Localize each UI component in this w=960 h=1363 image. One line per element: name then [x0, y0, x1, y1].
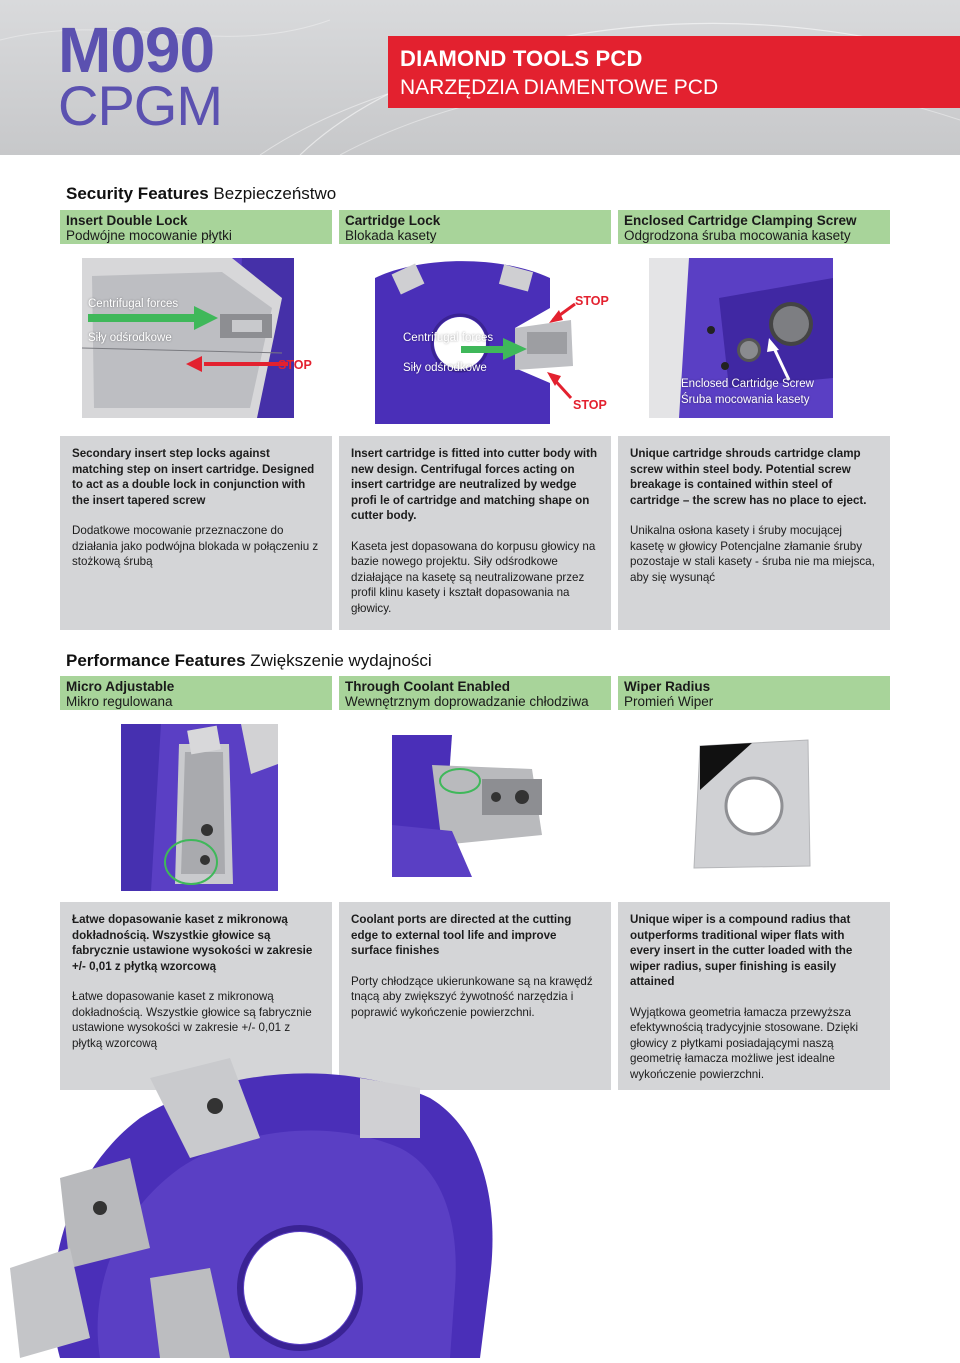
- security-col1-title-pl: Podwójne mocowanie płytki: [66, 228, 232, 243]
- security-section-title: [66, 184, 336, 204]
- security-col2-title-pl: Blokada kasety: [345, 228, 437, 243]
- performance-col2-header: [339, 676, 611, 710]
- performance-col1-title-pl: Mikro regulowana: [66, 694, 173, 709]
- through-coolant-image: [392, 735, 564, 877]
- performance-col3-header: [618, 676, 890, 710]
- performance-col3-description: [618, 902, 890, 1090]
- performance-title-pl: Zwiększenie wydajności: [250, 651, 432, 670]
- stop-label-bottom: STOP: [573, 398, 607, 412]
- centrifugal-forces-label: Centrifugal forces: [88, 298, 179, 310]
- enclosed-screw-label-pl: Śruba mocowania kasety: [681, 394, 810, 406]
- security-col3-text-en: Unique cartridge shrouds cartridge clamp screw within steel body. Potential screw breakage is contained within steel of cartridge – the screw has no place to eject.: [630, 447, 867, 507]
- centrifugal-forces-label: Centrifugal forces: [403, 332, 494, 344]
- performance-col2-text-en: Coolant ports are directed at the cutting edge to external tool life and improve surface finishes: [351, 913, 572, 957]
- security-col1-text-pl: Dodatkowe mocowanie przeznaczone do działania jako podwójna blokada w połączeniu z stożkową śrubą: [72, 524, 319, 568]
- banner-title-en: DIAMOND TOOLS PCD: [400, 46, 643, 71]
- security-col2-description: [339, 436, 611, 630]
- centrifugal-forces-label-pl: Siły odśrodkowe: [403, 362, 487, 374]
- brand-insert-code: CPGM: [58, 74, 222, 137]
- performance-col3-title-en: Wiper Radius: [624, 679, 711, 694]
- performance-col2-text-pl: Porty chłodzące ukierunkowane są na krawędź tnącą aby zwiększyć żywotność narzędzia i poprawić wykończenie powierzchni.: [351, 974, 593, 1019]
- security-col3-title-en: Enclosed Cartridge Clamping Screw: [624, 213, 857, 228]
- insert-double-lock-image: [82, 258, 312, 418]
- performance-col1-title-en: Micro Adjustable: [66, 679, 175, 694]
- security-col3-description: [618, 436, 890, 630]
- brand-model-code: M090: [58, 14, 215, 86]
- stop-label-top: STOP: [575, 294, 609, 308]
- performance-title-en: Performance Features: [66, 651, 246, 670]
- performance-col3-title-pl: Promień Wiper: [624, 694, 714, 709]
- performance-col3-text-pl: Wyjątkowa geometria łamacza przewyższa efektywnością tradycyjnie stosowane. Dzięki głowicy z płytkami posiadającymi naszą geometrię łamacza możliwe jest idealne wykończenie powierzchni.: [630, 1005, 859, 1081]
- security-title-en: Security Features: [66, 184, 209, 203]
- security-col1-description: [60, 436, 332, 630]
- security-col2-title-en: Cartridge Lock: [345, 213, 441, 228]
- security-col1-title-en: Insert Double Lock: [66, 213, 188, 228]
- security-col1-text-en: Secondary insert step locks against matching step on insert cartridge. Designed to act as a double lock in conjunction with the insert tapered screw: [72, 447, 315, 507]
- stop-label: STOP: [278, 358, 312, 372]
- centrifugal-forces-label-pl: Siły odśrodkowe: [88, 332, 172, 344]
- performance-section-title: [66, 651, 432, 671]
- title-banner: [388, 36, 960, 108]
- security-col2-header: [339, 210, 611, 244]
- performance-col2-title-pl: Wewnętrznym doprowadzanie chłodziwa: [345, 694, 589, 709]
- performance-col1-text-pl: Łatwe dopasowanie kaset z mikronową dokładnością. Wszystkie głowice są fabrycznie ustawione wysokości w zakresie +/- 0,01 z płytką wzorcową: [72, 990, 312, 1050]
- security-col3-header: [618, 210, 890, 244]
- performance-col3-text-en: Unique wiper is a compound radius that outperforms traditional wiper flats with every insert in the cutter loaded with the wiper radius, super finishing is easily attained: [630, 913, 853, 988]
- header-band: [0, 0, 960, 155]
- enclosed-screw-label: Enclosed Cartridge Screw: [681, 378, 814, 390]
- security-col2-text-en: Insert cartridge is fitted into cutter body with new design. Centrifugal forces acting on insert cartridge are neutralized by wedge profi le of cartridge and matching shape on cutter body.: [351, 447, 598, 522]
- performance-col1-header: [60, 676, 332, 710]
- performance-col2-title-en: Through Coolant Enabled: [345, 679, 510, 694]
- micro-adjustable-image: [121, 724, 278, 891]
- banner-title-pl: NARZĘDZIA DIAMENTOWE PCD: [400, 76, 719, 99]
- milling-cutter-image: [0, 1058, 520, 1358]
- performance-col1-text-en: Łatwe dopasowanie kaset z mikronową dokładnością. Wszystkie głowice są fabrycznie ustawione wysokości w zakresie +/- 0,01 z płytką wzorcową: [72, 913, 313, 973]
- security-col3-text-pl: Unikalna osłona kasety i śruby mocującej kasetę w głowicy Potencjalne złamanie śruby pozostaje w stali kasety - śruba nie ma miejsca, aby się wysunąć: [630, 524, 875, 584]
- security-col2-text-pl: Kaseta jest dopasowana do korpusu głowicy na bazie nowego projektu. Siły odśrodkowe działające na kasetę są neutralizowane przez profil klinu kasety i kształt dopasowania na głowicy.: [351, 539, 596, 615]
- cartridge-lock-image: [375, 258, 607, 424]
- security-col3-title-pl: Odgrodzona śruba mocowania kasety: [624, 228, 851, 243]
- wiper-insert-image: [692, 740, 816, 872]
- enclosed-screw-image: [649, 258, 833, 418]
- security-col1-header: [60, 210, 332, 244]
- security-title-pl: Bezpieczeństwo: [213, 184, 337, 203]
